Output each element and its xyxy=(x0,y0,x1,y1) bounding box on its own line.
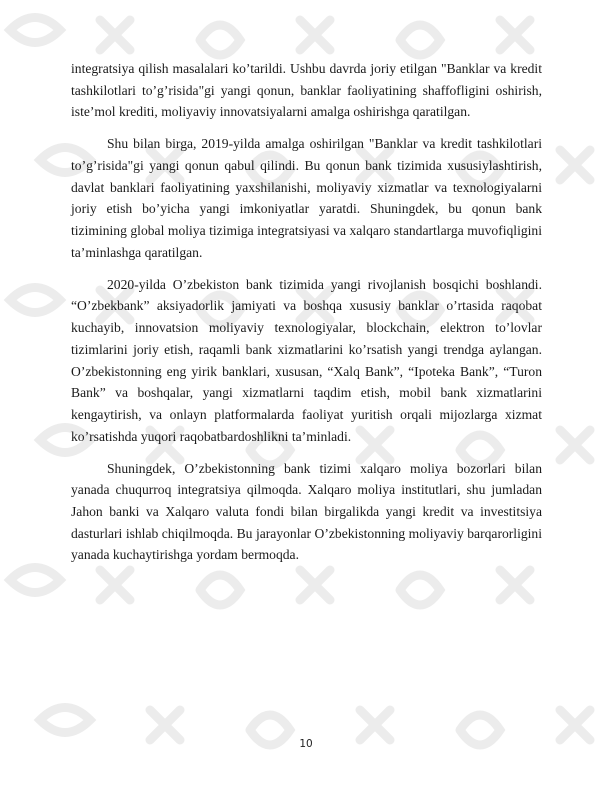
paragraph-3: 2020-yilda O’zbekiston bank tizimida yangi rivojlanish bosqichi boshlandi. “O’zbekbank” aksiyadorlik jamiyati va boshqa xususiy banklar o’rtasida raqobat kuchayib, innovatsion moliyaviy texnologiyalar, blockchain, elektron to’lovlar tizimlarini joriy etish, raqamli bank xizmatlarini ko’rsatish yangi trendga aylangan. O’zbekistonning eng yirik banklari, xususan, “Xalq Bank”, “Ipoteka Bank”, “Turon Bank” va boshqalar, yangi xizmatlarni taqdim etish, mobil bank xizmatlarini kengaytirish, va onlayn platformalarda faoliyat yuritish orqali mijozlarga xizmat ko’rsatishda yuqori raqobatbardoshlikni ta’minladi. xyxy=(71,276,542,444)
paragraph-1: integratsiya qilish masalalari ko’tarildi. Ushbu davrda joriy etilgan "Banklar va kredit tashkilotlari to’g’risida"gi yangi qonun, banklar faoliyatining shaffofligini oshirish, iste’mol krediti, moliyaviy innovatsiyalarni amalga oshirishga qaratilgan. xyxy=(71,61,542,120)
paragraph-2: Shu bilan birga, 2019-yilda amalga oshirilgan "Banklar va kredit tashkilotlari to’g’risida"gi yangi qonun qabul qilindi. Bu qonun bank tizimida xususiylashtirish, davlat banklari faoliyatining yaxshilanishi, moliyaviy xizmatlar va texnologiyalarni joriy etish bo’yicha yangi imkoniyatlar yaratdi. Shuningdek, bu qonun bank tizimining global moliya tizimiga integratsiyasi va xalqaro standartlarga muvofiqligini ta’minlashga qaratilgan. xyxy=(71,136,542,260)
body-text xyxy=(71,58,542,576)
paragraph-4: Shuningdek, O’zbekistonning bank tizimi xalqaro moliya bozorlari bilan yanada chuqurroq integratsiya qilmoqda. Xalqaro moliya institutlari, shu jumladan Jahon banki va Xalqaro valuta fondi bilan birgalikda yangi kredit va investitsiya dasturlari ishlab chiqilmoqda. Bu jarayonlar O’zbekistonning moliyaviy barqarorligini yanada kuchaytirishga yordam bermoqda. xyxy=(71,460,542,563)
page-number: 10 xyxy=(299,738,313,750)
